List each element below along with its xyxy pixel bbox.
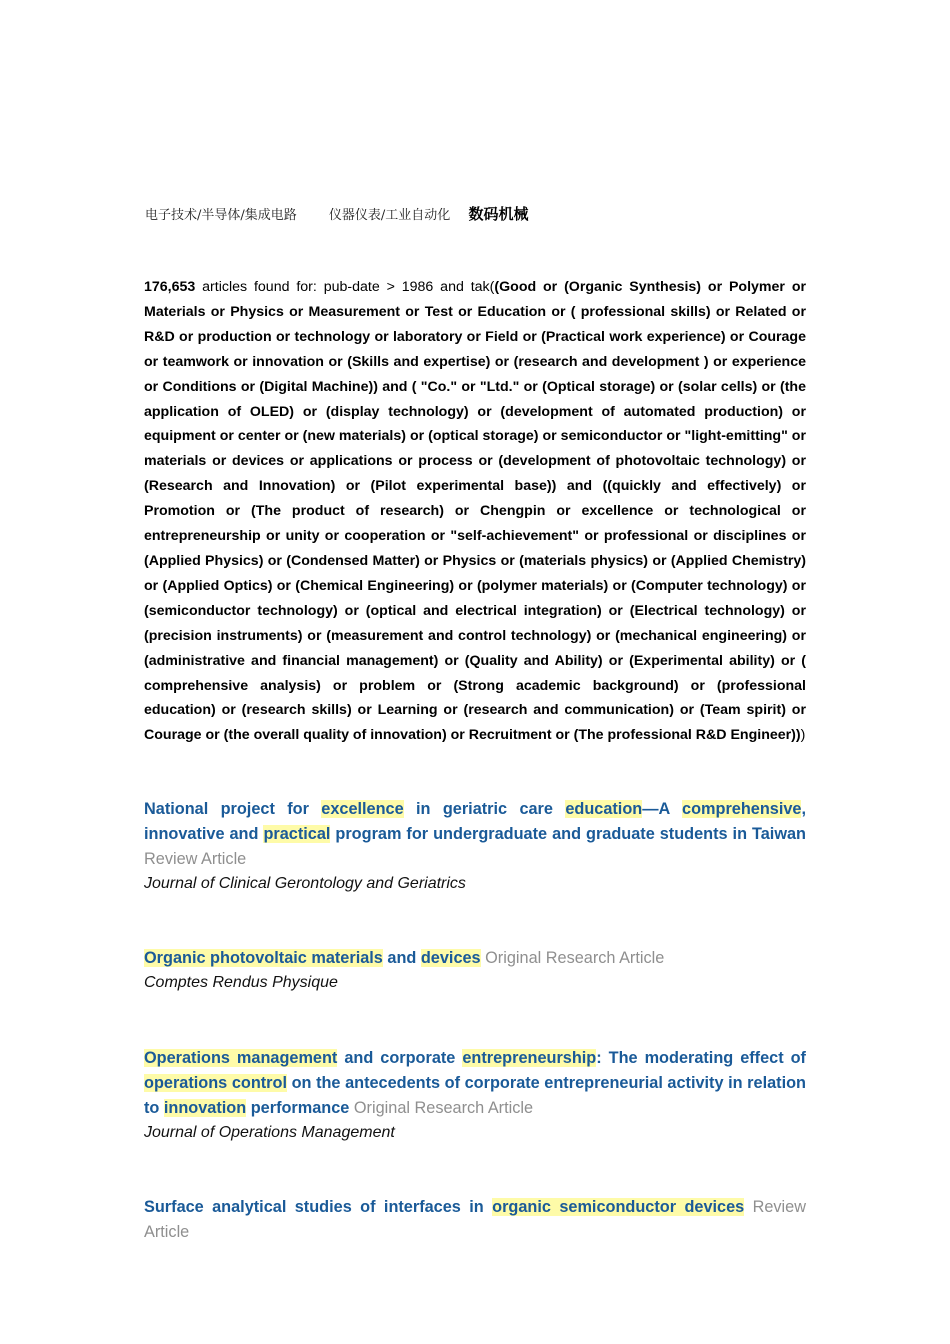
title-highlight: Organic photovoltaic materials xyxy=(144,949,383,967)
result-item xyxy=(144,946,806,996)
title-highlight: Operations management xyxy=(144,1049,338,1067)
category-digital-machinery[interactable]: 数码机械 xyxy=(468,205,529,223)
result-title[interactable] xyxy=(144,797,806,872)
title-highlight: practical xyxy=(263,824,331,843)
article-type: Original Research Article xyxy=(485,949,665,967)
query-suffix: ) xyxy=(800,727,806,744)
title-part: performance xyxy=(246,1098,350,1117)
query-text: (Good or (Organic Synthesis) or Polymer or Materials or Physics or Measurement or Test or Education or ( professional skills) or Related or R&D or production or technology or laboratory or Field or (Practical work experience) or Courage or teamwork or innovation or (Skills and expertise) or (research and development ) or experience or Conditions or (Digital Machine)) and ( "Co." or "Ltd." or (Optical storage) or (solar cells) or (the application of OLED) or (display technology) or (development of automated production) or equipment or center or (new materials) or (optical storage) or semiconductor or "light-emitting" or materials or devices or applications or process or (development of photovoltaic technology) or (Research and Innovation) or (Pilot experimental base)) and ((quickly and effectively) or Promotion or (The product of research) or Chengpin or excellence or technological or entrepreneurship or unity or cooperation or "self-achievement" or professional or disciplines or (Applied Physics) or (Condensed Matter) or Physics or (materials physics) or (Applied Chemistry) or (Applied Optics) or (Chemical Engineering) or (polymer materials) or (Computer technology) or (semiconductor technology) or (optical and electrical integration) or (Electrical technology) or (precision instruments) or (measurement and control technology) or (mechanical engineering) or (administrative and financial management) or (Quality and Ability) or (Experimental ability) or ( comprehensive analysis) or problem or (Strong academic background) or (professional education) or (research skills) or Learning or (research and communication) or (Team spirit) or Courage or (the overall quality of innovation) or Recruitment or (The professional R&D Engineer)) xyxy=(144,279,807,744)
result-title[interactable] xyxy=(144,946,806,971)
result-title[interactable] xyxy=(144,1195,806,1245)
article-type: Original Research Article xyxy=(353,1098,534,1117)
journal-name: Journal of Operations Management xyxy=(144,1123,395,1141)
title-highlight: excellence xyxy=(321,800,404,818)
title-part: —A xyxy=(642,800,683,818)
category-instruments[interactable]: 仪器仪表/工业自动化 xyxy=(328,208,451,223)
journal-name: Comptes Rendus Physique xyxy=(144,973,338,991)
title-part: program for undergraduate and graduate students in Taiwan xyxy=(330,824,806,843)
title-part: and corporate xyxy=(337,1049,463,1067)
title-highlight: devices xyxy=(420,949,481,967)
title-part: on the antecedents of corporate entrepreneurial activity in relation to xyxy=(144,1073,806,1117)
title-highlight: entrepreneurship xyxy=(462,1049,597,1067)
article-type: Review Article xyxy=(144,849,247,868)
title-part: : The moderating effect of xyxy=(596,1049,806,1067)
journal-name: Journal of Clinical Gerontology and Geriatrics xyxy=(144,874,466,892)
article-type: Review Article xyxy=(144,1198,806,1241)
category-links xyxy=(145,203,528,224)
query-prefix: articles found for: pub-date > 1986 and tak( xyxy=(195,279,495,295)
title-highlight: innovation xyxy=(163,1098,247,1117)
title-highlight: organic semiconductor devices xyxy=(492,1198,745,1216)
search-summary xyxy=(144,275,806,748)
result-count: 176,653 xyxy=(144,279,196,295)
category-electronics[interactable]: 电子技术/半导体/集成电路 xyxy=(145,208,297,223)
result-item xyxy=(144,1046,806,1146)
title-part: in geriatric care xyxy=(403,800,566,818)
title-part: and xyxy=(382,949,421,967)
title-highlight: comprehensive xyxy=(682,800,802,818)
title-part: Surface analytical studies of interfaces in xyxy=(144,1198,493,1216)
title-highlight: operations control xyxy=(144,1073,287,1092)
result-item xyxy=(144,797,806,897)
title-part: , innovative and xyxy=(144,800,806,843)
result-item xyxy=(144,1195,806,1245)
result-title[interactable] xyxy=(144,1046,806,1121)
title-part: National project for xyxy=(144,800,322,818)
title-highlight: education xyxy=(565,800,643,818)
